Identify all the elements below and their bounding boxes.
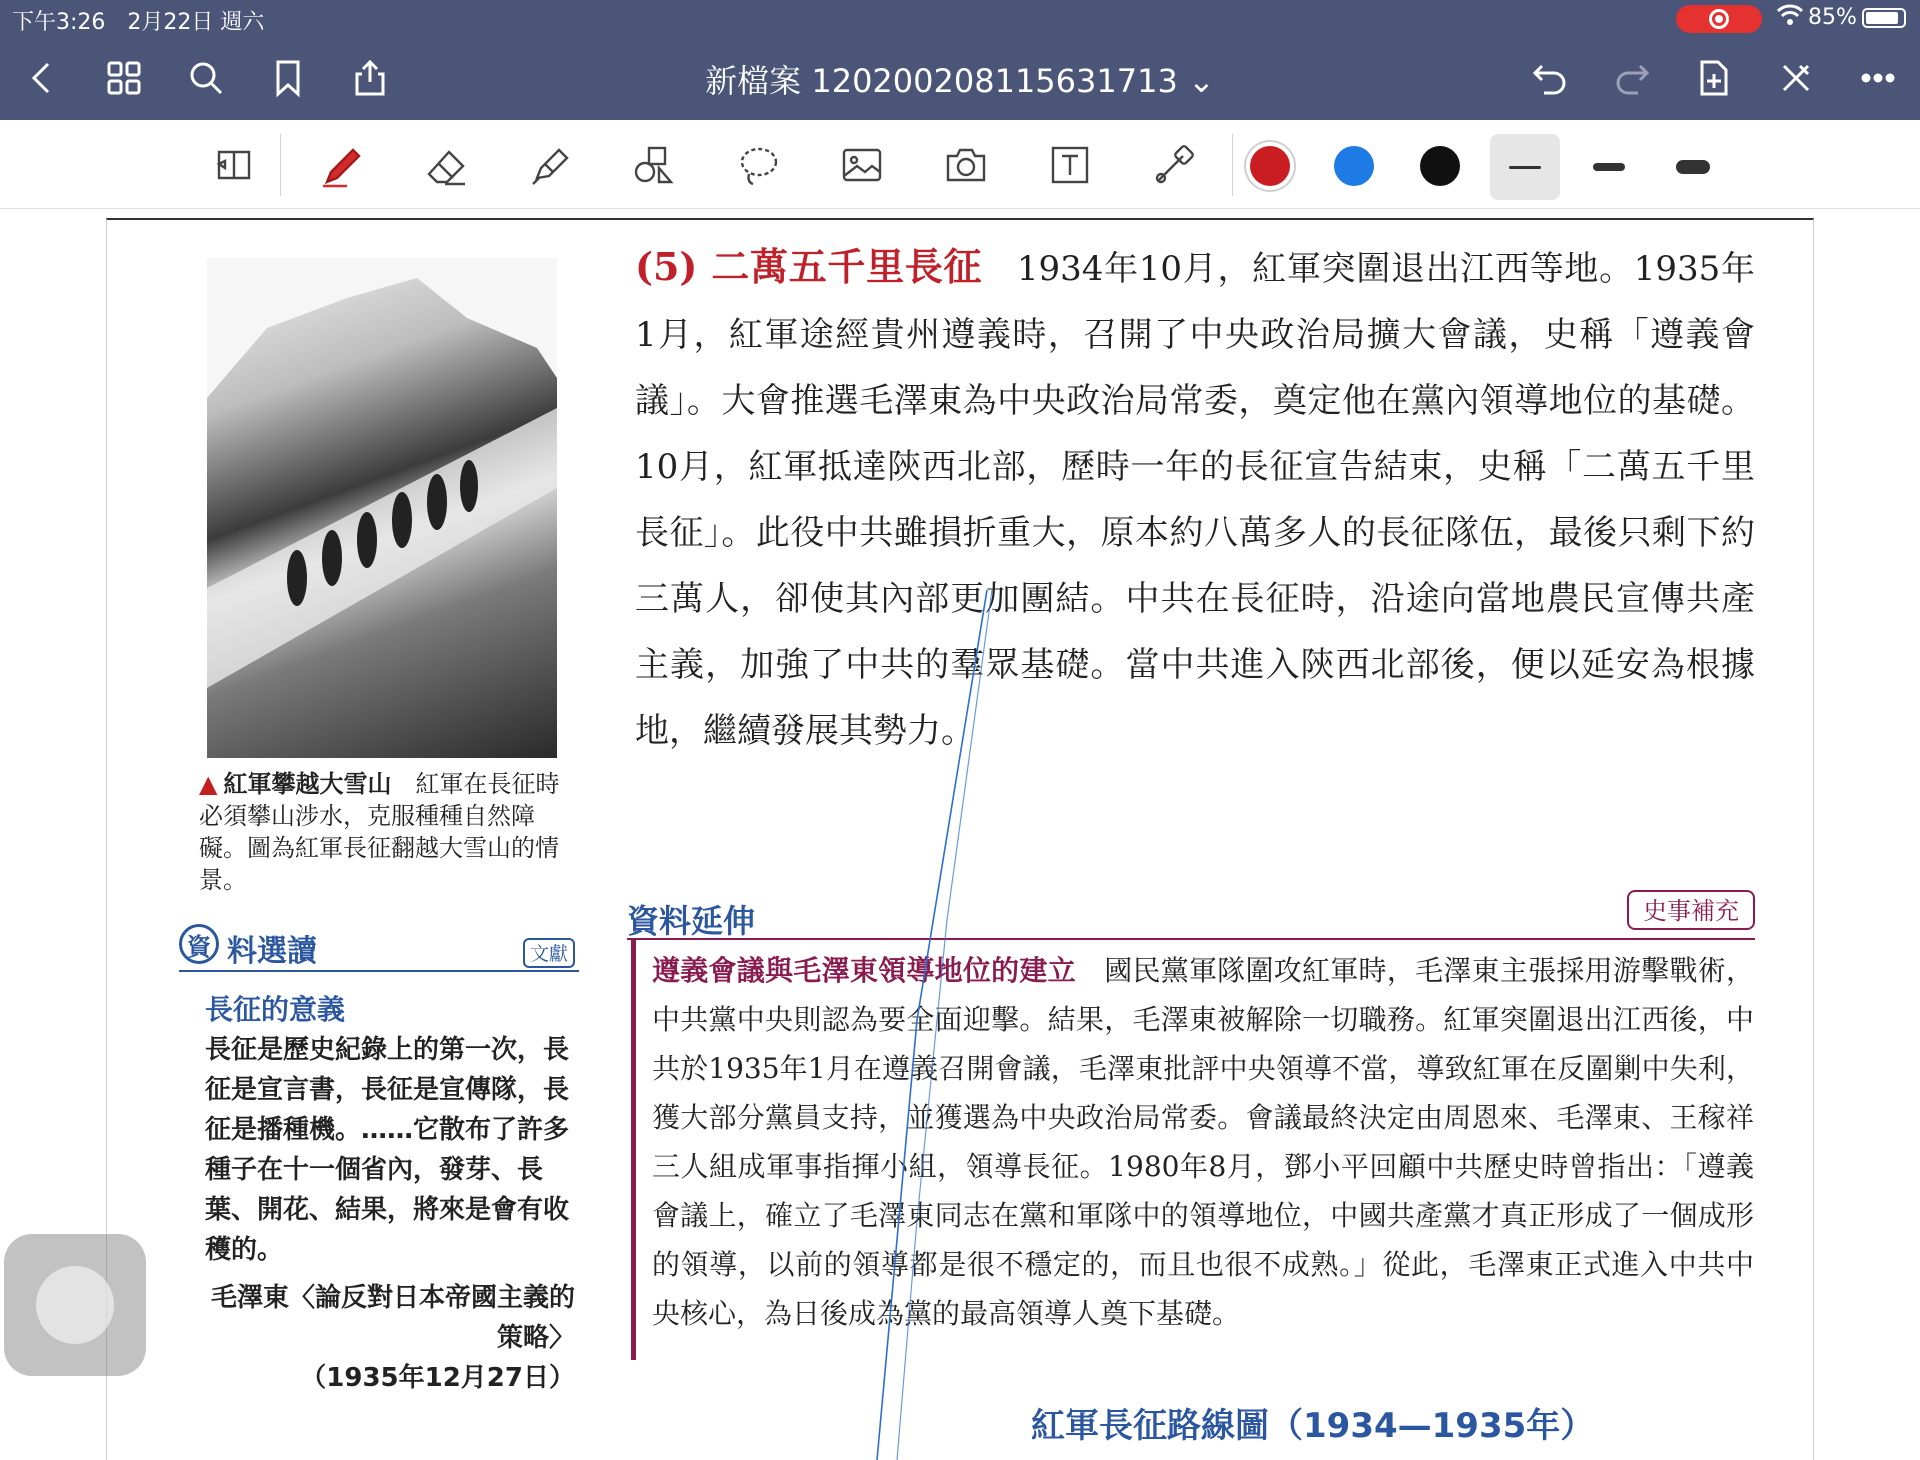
add-page-button[interactable] [1688,52,1740,104]
document-title[interactable]: 新檔案 120200208115631713 ⌄ [705,62,1215,100]
undo-icon [1530,58,1570,98]
battery-percent: 85% [1808,5,1857,30]
bookmark-button[interactable] [262,52,314,104]
grid-icon [104,58,144,98]
assistive-touch-button[interactable] [4,1234,146,1376]
lasso-icon [735,142,781,188]
color-swatch-red[interactable] [1250,146,1290,186]
text-tool[interactable] [1038,134,1102,196]
more-button[interactable] [1852,52,1904,104]
pen-off-button[interactable] [1770,52,1822,104]
book-icon [211,142,257,188]
source-line: 毛澤東〈論反對日本帝國主義的策略〉 [210,1283,575,1353]
highlighter-tool[interactable] [518,134,582,196]
laser-pointer-tool[interactable] [1142,134,1206,196]
battery-icon [1862,8,1906,28]
stroke-medium-option[interactable] [1574,134,1644,200]
history-supplement-tag: 史事補充 [1627,890,1755,930]
share-button[interactable] [344,52,396,104]
wifi-icon [1776,2,1804,34]
bookmark-icon [268,58,308,98]
caption-title: 紅軍攀越大雪山 [223,769,392,798]
reader-mode-tool[interactable] [202,134,266,196]
eraser-icon [423,142,469,188]
extension-box [631,940,1760,1360]
drawing-toolbar [0,120,1920,209]
extension-subtitle: 遵義會議與毛澤東領導地位的建立 [652,954,1076,987]
extension-box-header [627,890,1755,940]
redo-icon [1612,58,1652,98]
extension-text [652,946,1754,1338]
text-box-icon [1047,142,1093,188]
screen-recording-indicator[interactable] [1676,5,1762,33]
pen-cross-icon [1776,58,1816,98]
camera-tool[interactable] [934,134,998,196]
toolbar-divider [1232,134,1233,196]
camera-icon [943,142,989,188]
reading-box-source [205,1278,575,1398]
color-swatch-blue[interactable] [1334,146,1374,186]
stroke-thick-option[interactable] [1658,134,1728,200]
image-icon [839,142,885,188]
undo-button[interactable] [1524,52,1576,104]
pen-icon [319,142,365,188]
navigation-bar [0,36,1920,120]
reading-badge: 資 [179,924,219,964]
lasso-tool[interactable] [726,134,790,196]
extension-body: 國民黨軍隊圍攻紅軍時，毛澤東主張採用游擊戰術，中共黨中央則認為要全面迎擊。結果，毛澤東被解除一切職務。紅軍突圍退出江西後，中共於1935年1月在遵義召開會議，毛澤東批評中央領導不當，導致紅軍在反圍剿中失利，獲大部分黨員支持，並獲選為中央政治局常委。會議最終決定由周恩來、毛澤東、王稼祥三人組成軍事指揮小組，領導長征。1980年8月，鄧小平回顧中共歷史時曾指出：「遵義會議上，確立了毛澤東同志在黨和軍隊中的領導地位，中國共產黨才真正形成了一個成形的領導，以前的領導都是很不穩定的，而且也很不成熟。」從此，毛澤東正式進入中共中央核心，為日後成為黨的最高領導人奠下基礎。 [652,954,1754,1330]
shapes-icon [631,142,677,188]
status-bar [0,0,1920,36]
more-icon [1858,58,1898,98]
add-page-icon [1694,58,1734,98]
search-button[interactable] [180,52,232,104]
toolbar-divider [280,134,281,196]
laser-pointer-icon [1151,142,1197,188]
triangle-icon: ▲ [199,770,218,798]
pen-tool[interactable] [310,134,374,196]
chevron-left-icon [22,58,62,98]
document-page[interactable] [106,218,1814,1460]
redo-button[interactable] [1606,52,1658,104]
grid-view-button[interactable] [98,52,150,104]
back-button[interactable] [16,52,68,104]
color-swatch-black[interactable] [1420,146,1460,186]
search-icon [186,58,226,98]
photo-caption [199,768,579,896]
image-tool[interactable] [830,134,894,196]
share-icon [350,58,390,98]
extension-box-label: 資料延伸 [627,902,756,940]
reading-box-header [179,924,579,972]
shape-tool[interactable] [622,134,686,196]
highlighter-icon [527,142,573,188]
section-heading: (5) 二萬五千里長征 [635,244,983,289]
status-time: 下午3:26 2月22日 週六 [12,10,265,35]
main-paragraph [635,234,1755,764]
source-date: （1935年12月27日） [300,1363,575,1393]
reading-box-title: 長征的意義 [205,993,346,1026]
caption-text: 紅軍在長征時必須攀山涉水，克服種種自然障礙。圖為紅軍長征翻越大雪山的情景。 [199,770,560,894]
eraser-tool[interactable] [414,134,478,196]
stroke-thin-option[interactable] [1490,134,1560,200]
document-tag: 文獻 [523,938,575,968]
reading-box-body: 長征是歷史紀錄上的第一次，長征是宣言書，長征是宣傳隊，長征是播種機。……它散布了許多種子在十一個省內，發芽、長葉、開花、結果，將來是會有收穫的。 [205,1035,570,1265]
photo-red-army-snow-mountain [207,258,557,758]
reading-box-label: 料選讀 [227,934,317,969]
map-title: 紅軍長征路線圖（1934—1935年） [1031,1406,1595,1446]
main-body-text: 1934年10月，紅軍突圍退出江西等地。1935年1月，紅軍途經貴州遵義時，召開了中央政治局擴大會議，史稱「遵義會議」。大會推選毛澤東為中央政治局常委，奠定他在黨內領導地位的基礎。10月，紅軍抵達陝西北部，歷時一年的長征宣告結束，史稱「二萬五千里長征」。此役中共雖損折重大，原本約八萬多人的長征隊伍，最後只剩下約三萬人，卻使其內部更加團結。中共在長征時，沿途向當地農民宣傳共產主義，加強了中共的羣眾基礎。當中共進入陝西北部後，便以延安為根據地，繼續發展其勢力。 [635,249,1755,751]
